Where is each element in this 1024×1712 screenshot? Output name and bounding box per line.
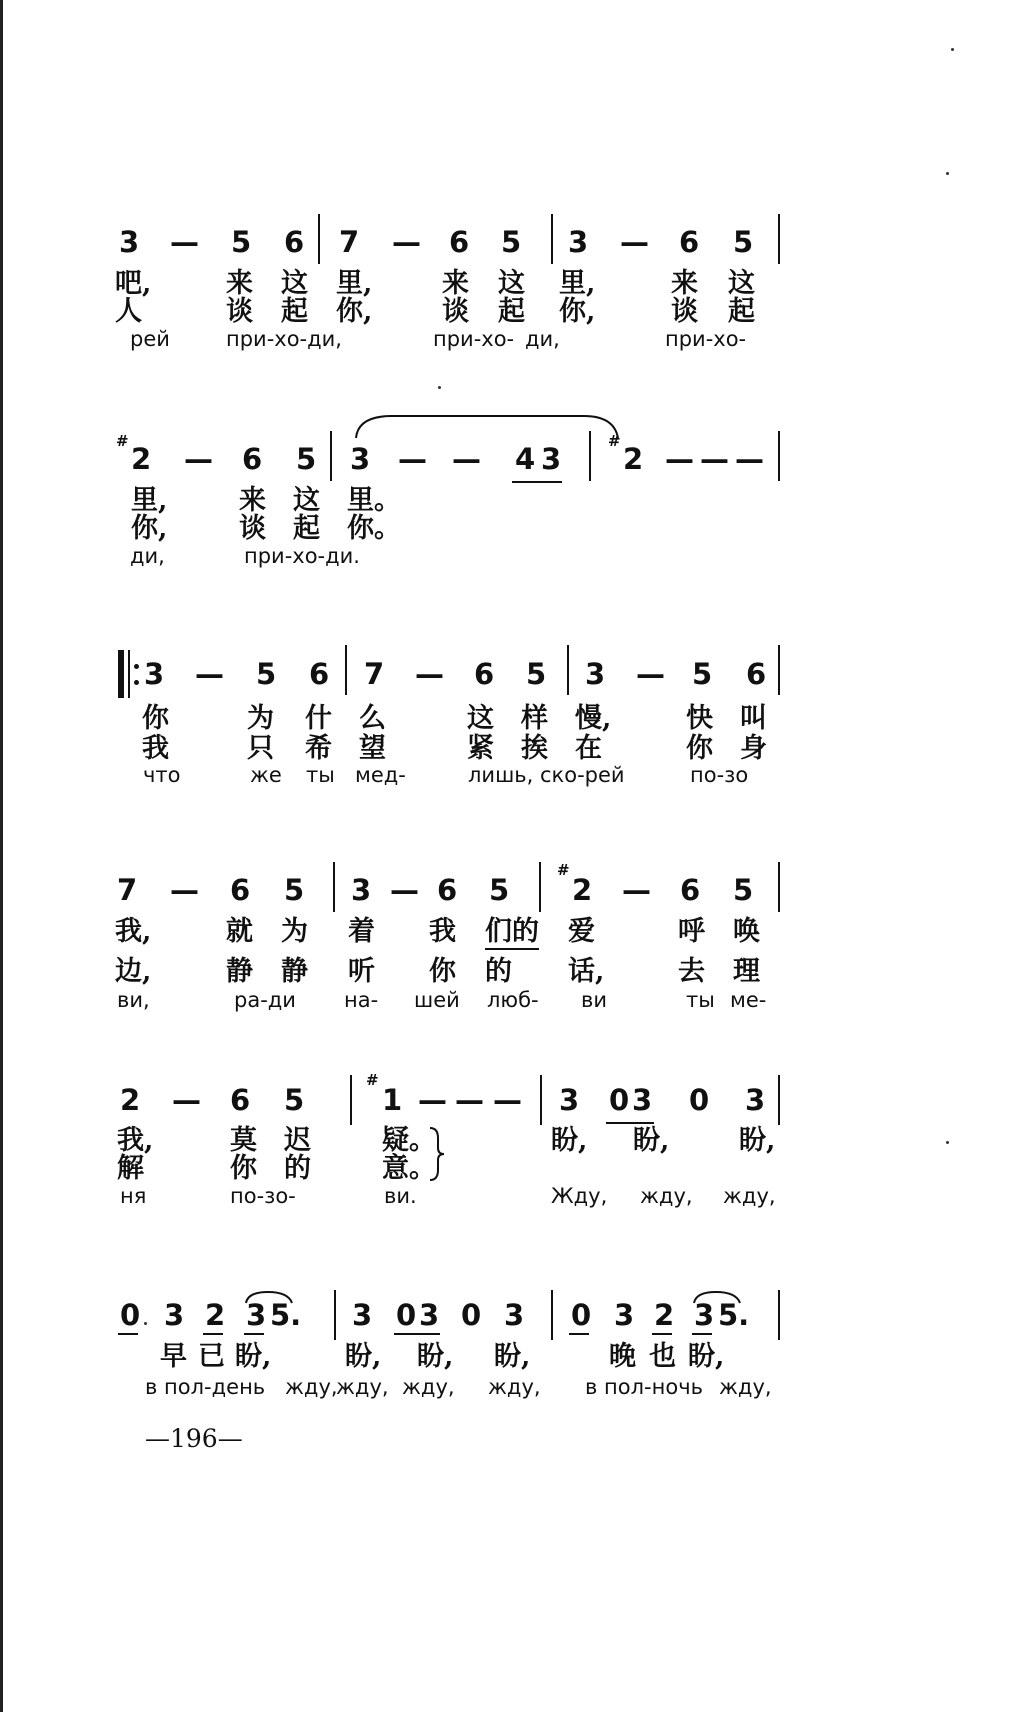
russian-lyric: ра-ди xyxy=(234,988,296,1012)
barline xyxy=(778,431,780,481)
note: 0 xyxy=(689,1083,710,1117)
sharp-sign: # xyxy=(366,1071,379,1089)
lyric-word: 你, xyxy=(336,296,373,327)
barline xyxy=(551,1290,553,1340)
lyric-word: 唤 xyxy=(733,916,760,947)
note: 5 xyxy=(526,657,547,691)
lyric-word: 已 xyxy=(198,1341,225,1372)
note: 3 xyxy=(350,442,371,476)
lyric-word: 话, xyxy=(568,956,605,987)
russian-lyric: ско-рей xyxy=(540,763,625,787)
note-dash: — xyxy=(184,442,213,476)
lyric-word: 只 xyxy=(247,733,274,764)
lyric-word: 去 xyxy=(678,956,705,987)
russian-lyric: ты xyxy=(306,763,335,787)
lyric-word: 意。 xyxy=(382,1153,436,1184)
note: 3 xyxy=(351,873,372,907)
note: 6 xyxy=(680,873,701,907)
tie-slur xyxy=(352,410,632,450)
note-dash: — xyxy=(415,657,444,691)
russian-lyric: в пол-ночь xyxy=(585,1375,703,1399)
russian-lyric: Жду, xyxy=(551,1184,608,1208)
lyric-word: 起 xyxy=(728,296,755,327)
note-dash: — xyxy=(170,873,199,907)
russian-lyric: жду, xyxy=(723,1184,776,1208)
note: 1 xyxy=(382,1083,403,1117)
note: 3 xyxy=(632,1083,653,1117)
russian-lyric: мед- xyxy=(355,763,406,787)
note: 5 xyxy=(501,225,522,259)
note-dash: — xyxy=(398,442,427,476)
lyric-word: 我, xyxy=(117,1125,154,1156)
barline xyxy=(345,645,347,695)
barline xyxy=(778,214,780,264)
lyric-word: 我, xyxy=(115,916,152,947)
note: 4 xyxy=(515,442,536,476)
lyric-word: 这 xyxy=(293,485,320,516)
lyric-word: 这 xyxy=(728,268,755,299)
eighth-beam xyxy=(569,1333,589,1335)
sharp-sign: # xyxy=(557,861,570,879)
lyric-word: 你, xyxy=(559,296,596,327)
note: 6 xyxy=(230,873,251,907)
lyric-word: 们的 xyxy=(485,916,539,947)
eighth-beam xyxy=(692,1333,712,1335)
lyric-word: 静 xyxy=(226,956,253,987)
lyric-word: 紧 xyxy=(467,733,494,764)
russian-lyric: шей xyxy=(414,988,460,1012)
note-dash: — xyxy=(170,225,199,259)
russian-lyric: по-зо xyxy=(690,763,749,787)
eighth-beam xyxy=(244,1333,264,1335)
barline xyxy=(551,214,553,264)
note-dash: — xyxy=(455,1083,484,1117)
lyric-word: 盼, xyxy=(417,1341,454,1372)
note: 0 xyxy=(609,1083,630,1117)
lyric-word: 早 xyxy=(160,1341,187,1372)
barline xyxy=(778,1290,780,1340)
russian-lyric: ме- xyxy=(730,988,767,1012)
russian-lyric: ви, xyxy=(117,988,150,1012)
russian-lyric: ви xyxy=(581,988,608,1012)
lyric-word: 我 xyxy=(142,733,169,764)
russian-lyric: же xyxy=(250,763,282,787)
lyric-word: 盼, xyxy=(345,1341,382,1372)
lyric-word: 身 xyxy=(740,733,767,764)
russian-lyric: жду, xyxy=(336,1375,389,1399)
barline xyxy=(778,1075,780,1125)
sharp-sign: # xyxy=(608,432,621,450)
note: 5. xyxy=(270,1298,302,1332)
lyric-word: 理 xyxy=(733,956,760,987)
note: 3 xyxy=(419,1298,440,1332)
note: 2 xyxy=(131,442,152,476)
lyric-word: 样 xyxy=(521,703,548,734)
russian-lyric: при-хо-ди, xyxy=(226,327,342,351)
lyric-word: 谈 xyxy=(671,296,698,327)
barline xyxy=(350,1075,352,1125)
eighth-beam xyxy=(606,1122,654,1124)
note: 5 xyxy=(284,873,305,907)
lyric-word: 你 xyxy=(686,733,713,764)
russian-lyric: на- xyxy=(344,988,379,1012)
note: 3 xyxy=(119,225,140,259)
lyric-word: 就 xyxy=(226,916,253,947)
note: 6 xyxy=(474,657,495,691)
note: 3 xyxy=(504,1298,525,1332)
note: 2 xyxy=(205,1298,226,1332)
lyric-word: 这 xyxy=(467,703,494,734)
russian-lyric: в пол-день xyxy=(145,1375,266,1399)
lyric-word: 盼, xyxy=(688,1341,725,1372)
note-dash: — xyxy=(392,225,421,259)
russian-lyric: при-хо-ди. xyxy=(244,544,360,568)
note: 5 xyxy=(692,657,713,691)
note: 3 xyxy=(745,1083,766,1117)
lyric-word: 谈 xyxy=(239,513,266,544)
note: 6 xyxy=(746,657,767,691)
tie-slur xyxy=(244,1289,300,1309)
dot-mark xyxy=(144,1322,147,1325)
note: 5 xyxy=(733,225,754,259)
eighth-beam xyxy=(118,1333,138,1335)
lyric-word: 爱 xyxy=(568,916,595,947)
barline xyxy=(778,645,780,695)
note: 5 xyxy=(284,1083,305,1117)
note: 6 xyxy=(437,873,458,907)
note: 2 xyxy=(120,1083,141,1117)
repeat-start-thick-bar xyxy=(118,650,124,698)
lyric-word: 边, xyxy=(115,956,152,987)
repeat-start-thin-bar xyxy=(128,650,130,698)
russian-lyric: жду, xyxy=(402,1375,455,1399)
lyric-word: 你 xyxy=(230,1153,257,1184)
lyric-word: 叫 xyxy=(740,703,767,734)
lyric-word: 来 xyxy=(671,268,698,299)
russian-lyric: жду, xyxy=(640,1184,693,1208)
lyric-word: 也 xyxy=(649,1341,676,1372)
note-dash: — xyxy=(622,873,651,907)
note-dash: — xyxy=(636,657,665,691)
russian-lyric: жду, xyxy=(719,1375,772,1399)
russian-lyric: ди, xyxy=(130,544,165,568)
barline xyxy=(330,431,332,481)
russian-lyric: ди, xyxy=(525,327,560,351)
russian-lyric: жду, xyxy=(285,1375,338,1399)
note: 3 xyxy=(352,1298,373,1332)
note: 2 xyxy=(572,873,593,907)
eighth-beam xyxy=(394,1333,440,1335)
scan-speck xyxy=(951,48,954,51)
russian-lyric: лишь, xyxy=(468,763,534,787)
lyric-word: 起 xyxy=(293,513,320,544)
note-dash: — xyxy=(172,1083,201,1117)
lyric-word: 来 xyxy=(239,485,266,516)
note: 2 xyxy=(654,1298,675,1332)
lyric-word: 静 xyxy=(281,956,308,987)
note: 5 xyxy=(256,657,277,691)
page-left-edge xyxy=(0,0,3,1712)
note: 6 xyxy=(679,225,700,259)
note: 5 xyxy=(489,873,510,907)
lyric-word: 挨 xyxy=(521,733,548,764)
note: 3 xyxy=(144,657,165,691)
lyric-word: 里, xyxy=(336,268,373,299)
note: 3 xyxy=(568,225,589,259)
note: 0 xyxy=(461,1298,482,1332)
lyric-word: 慢, xyxy=(575,703,612,734)
lyric-word: 起 xyxy=(281,296,308,327)
barline xyxy=(334,1290,336,1340)
note-dash: — xyxy=(390,873,419,907)
note: 3 xyxy=(246,1298,267,1332)
lyric-word: 这 xyxy=(281,268,308,299)
lyric-word: 谈 xyxy=(226,296,253,327)
lyric-word: 解 xyxy=(117,1153,144,1184)
note-dash: — xyxy=(665,442,694,476)
note: 6 xyxy=(242,442,263,476)
russian-lyric: что xyxy=(143,763,181,787)
note-dash: — xyxy=(418,1083,447,1117)
russian-lyric: рей xyxy=(130,327,170,351)
barline xyxy=(539,862,541,912)
lyric-word: 我 xyxy=(429,916,456,947)
lyric-word: 听 xyxy=(348,956,375,987)
note-dash: — xyxy=(493,1083,522,1117)
barline xyxy=(333,862,335,912)
barline xyxy=(567,645,569,695)
note: 2 xyxy=(623,442,644,476)
lyric-word: 这 xyxy=(498,268,525,299)
russian-lyric: жду, xyxy=(488,1375,541,1399)
lyric-word: 你, xyxy=(131,513,168,544)
note: 5 xyxy=(231,225,252,259)
russian-lyric: при-хо- xyxy=(665,327,747,351)
lyric-word: 你 xyxy=(142,703,169,734)
lyric-word: 望 xyxy=(359,733,386,764)
note: 7 xyxy=(339,225,360,259)
lyric-word: 盼, xyxy=(739,1125,776,1156)
barline xyxy=(540,1075,542,1125)
lyric-word: 呼 xyxy=(678,916,705,947)
note: 3 xyxy=(585,657,606,691)
lyric-word: 盼, xyxy=(633,1125,670,1156)
lyric-word: 的 xyxy=(284,1153,311,1184)
barline xyxy=(778,862,780,912)
lyric-word: 疑。 xyxy=(382,1125,436,1156)
lyric-word: 盼, xyxy=(494,1341,531,1372)
note: 5. xyxy=(718,1298,750,1332)
lyric-word: 你 xyxy=(429,956,456,987)
lyric-word: 什 xyxy=(305,703,332,734)
lyric-word: 的 xyxy=(485,956,512,987)
lyric-word: 为 xyxy=(247,703,274,734)
note: 7 xyxy=(117,873,138,907)
note: 5 xyxy=(296,442,317,476)
note: 3 xyxy=(541,442,562,476)
lyric-word: 里。 xyxy=(347,485,401,516)
russian-lyric: ня xyxy=(120,1184,147,1208)
eighth-beam xyxy=(652,1333,672,1335)
russian-lyric: по-зо- xyxy=(230,1184,296,1208)
sharp-sign: # xyxy=(116,432,129,450)
lyric-word: 人 xyxy=(115,296,142,327)
note-dash: — xyxy=(195,657,224,691)
note-dash: — xyxy=(620,225,649,259)
lyric-word: 快 xyxy=(686,703,713,734)
note: 0 xyxy=(396,1298,417,1332)
note: 3 xyxy=(559,1083,580,1117)
barline xyxy=(318,214,320,264)
lyric-word: 晚 xyxy=(609,1341,636,1372)
scan-speck xyxy=(438,386,441,389)
lyric-word: 迟 xyxy=(284,1125,311,1156)
note: 6 xyxy=(284,225,305,259)
eighth-beam xyxy=(203,1333,223,1335)
lyric-word: 为 xyxy=(281,916,308,947)
russian-lyric: люб- xyxy=(487,988,539,1012)
note: 3 xyxy=(164,1298,185,1332)
note: 5 xyxy=(733,873,754,907)
eighth-beam xyxy=(512,481,562,483)
lyric-word: 在 xyxy=(575,733,602,764)
repeat-dot xyxy=(134,664,139,669)
lyric-word: 来 xyxy=(226,268,253,299)
lyric-word: 希 xyxy=(305,733,332,764)
lyric-underline xyxy=(485,948,539,950)
note: 6 xyxy=(230,1083,251,1117)
scan-speck xyxy=(946,172,949,175)
lyric-word: 吧, xyxy=(115,268,152,299)
lyric-word: 里, xyxy=(559,268,596,299)
tie-slur xyxy=(692,1289,748,1309)
repeat-dot xyxy=(134,680,139,685)
note: 3 xyxy=(694,1298,715,1332)
russian-lyric: при-хо- xyxy=(433,327,515,351)
note: 6 xyxy=(309,657,330,691)
note-dash: — xyxy=(452,442,481,476)
lyric-word: 来 xyxy=(442,268,469,299)
note: 3 xyxy=(614,1298,635,1332)
lyric-word: 谈 xyxy=(442,296,469,327)
lyric-word: 着 xyxy=(348,916,375,947)
scan-speck xyxy=(946,1141,949,1144)
lyric-word: 起 xyxy=(498,296,525,327)
note: 6 xyxy=(449,225,470,259)
lyric-word: 么 xyxy=(359,703,386,734)
lyric-word: 你。 xyxy=(347,513,401,544)
lyric-word: 盼, xyxy=(235,1341,272,1372)
lyric-word: 里, xyxy=(131,485,168,516)
lyric-word: 盼, xyxy=(551,1125,588,1156)
note: 7 xyxy=(364,657,385,691)
lyric-word: 莫 xyxy=(230,1125,257,1156)
russian-lyric: ты xyxy=(686,988,715,1012)
page-number: —196— xyxy=(145,1424,243,1453)
note: 0 xyxy=(120,1298,141,1332)
note: 0 xyxy=(571,1298,592,1332)
russian-lyric: ви. xyxy=(384,1184,417,1208)
note-dash: — xyxy=(700,442,729,476)
note-dash: — xyxy=(735,442,764,476)
